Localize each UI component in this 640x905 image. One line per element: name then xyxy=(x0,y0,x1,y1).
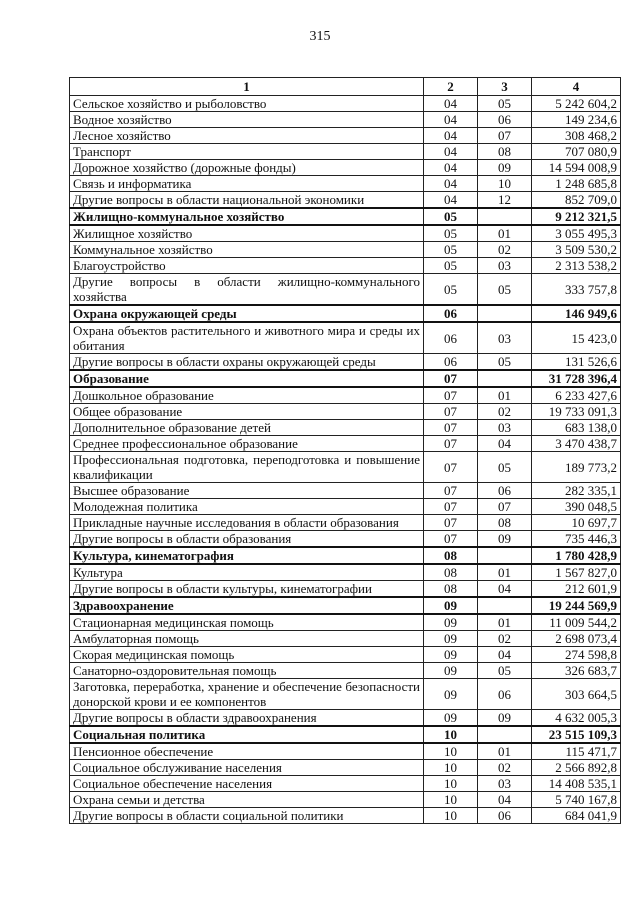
table-row xyxy=(70,808,621,824)
table-row xyxy=(70,452,621,483)
row-amount-cell: 683 138,0 xyxy=(532,420,621,436)
row-section-code-cell: 07 xyxy=(424,370,478,387)
row-section-code-cell: 05 xyxy=(424,225,478,242)
row-section-code-cell: 07 xyxy=(424,404,478,420)
row-name-cell: Дорожное хозяйство (дорожные фонды) xyxy=(70,160,424,176)
table-section-row xyxy=(70,208,621,225)
row-section-code-cell: 08 xyxy=(424,564,478,581)
row-subsection-code-cell: 02 xyxy=(478,760,532,776)
row-section-code-cell: 08 xyxy=(424,547,478,564)
row-subsection-code-cell: 03 xyxy=(478,258,532,274)
table-row xyxy=(70,354,621,371)
row-amount-cell: 274 598,8 xyxy=(532,647,621,663)
row-name-cell: Другие вопросы в области социальной политики xyxy=(70,808,424,824)
row-name-cell: Заготовка, переработка, хранение и обеспечение безопасности донорской крови и ее компонентов xyxy=(70,679,424,710)
row-section-code-cell: 10 xyxy=(424,792,478,808)
row-section-code-cell: 10 xyxy=(424,776,478,792)
table-row xyxy=(70,274,621,306)
row-section-code-cell: 10 xyxy=(424,808,478,824)
table-section-row xyxy=(70,305,621,322)
row-name-cell: Охрана семьи и детства xyxy=(70,792,424,808)
header-col-1: 1 xyxy=(70,78,424,96)
row-amount-cell: 282 335,1 xyxy=(532,483,621,499)
row-name-cell: Здравоохранение xyxy=(70,597,424,614)
row-subsection-code-cell: 07 xyxy=(478,499,532,515)
row-amount-cell: 131 526,6 xyxy=(532,354,621,371)
row-name-cell: Скорая медицинская помощь xyxy=(70,647,424,663)
row-name-cell: Общее образование xyxy=(70,404,424,420)
table-section-row xyxy=(70,726,621,743)
row-amount-cell: 3 509 530,2 xyxy=(532,242,621,258)
row-amount-cell: 1 780 428,9 xyxy=(532,547,621,564)
row-subsection-code-cell: 03 xyxy=(478,322,532,354)
table-row xyxy=(70,663,621,679)
row-name-cell: Стационарная медицинская помощь xyxy=(70,614,424,631)
table-row xyxy=(70,96,621,112)
table-row xyxy=(70,631,621,647)
row-amount-cell: 15 423,0 xyxy=(532,322,621,354)
row-amount-cell: 2 566 892,8 xyxy=(532,760,621,776)
row-section-code-cell: 06 xyxy=(424,354,478,371)
table-section-row xyxy=(70,370,621,387)
table-row xyxy=(70,614,621,631)
table-row xyxy=(70,420,621,436)
row-subsection-code-cell xyxy=(478,547,532,564)
row-subsection-code-cell xyxy=(478,726,532,743)
row-name-cell: Среднее профессиональное образование xyxy=(70,436,424,452)
row-section-code-cell: 07 xyxy=(424,387,478,404)
row-amount-cell: 1 567 827,0 xyxy=(532,564,621,581)
table-section-row xyxy=(70,547,621,564)
row-section-code-cell: 09 xyxy=(424,647,478,663)
table-row xyxy=(70,710,621,727)
row-name-cell: Другие вопросы в области жилищно-коммунального хозяйства xyxy=(70,274,424,306)
row-amount-cell: 19 733 091,3 xyxy=(532,404,621,420)
row-name-cell: Другие вопросы в области национальной экономики xyxy=(70,192,424,209)
table-row xyxy=(70,144,621,160)
row-name-cell: Жилищное хозяйство xyxy=(70,225,424,242)
row-amount-cell: 5 740 167,8 xyxy=(532,792,621,808)
row-name-cell: Другие вопросы в области образования xyxy=(70,531,424,548)
row-subsection-code-cell: 05 xyxy=(478,663,532,679)
row-amount-cell: 23 515 109,3 xyxy=(532,726,621,743)
row-subsection-code-cell: 05 xyxy=(478,274,532,306)
row-name-cell: Транспорт xyxy=(70,144,424,160)
row-subsection-code-cell: 06 xyxy=(478,808,532,824)
row-amount-cell: 5 242 604,2 xyxy=(532,96,621,112)
row-amount-cell: 146 949,6 xyxy=(532,305,621,322)
row-name-cell: Коммунальное хозяйство xyxy=(70,242,424,258)
row-subsection-code-cell: 04 xyxy=(478,436,532,452)
row-section-code-cell: 06 xyxy=(424,305,478,322)
row-subsection-code-cell: 05 xyxy=(478,354,532,371)
table-row xyxy=(70,515,621,531)
table-row xyxy=(70,499,621,515)
row-name-cell: Водное хозяйство xyxy=(70,112,424,128)
row-name-cell: Связь и информатика xyxy=(70,176,424,192)
row-section-code-cell: 07 xyxy=(424,420,478,436)
budget-table xyxy=(69,77,621,824)
row-section-code-cell: 08 xyxy=(424,581,478,598)
row-amount-cell: 333 757,8 xyxy=(532,274,621,306)
row-amount-cell: 212 601,9 xyxy=(532,581,621,598)
row-name-cell: Культура, кинематография xyxy=(70,547,424,564)
row-amount-cell: 707 080,9 xyxy=(532,144,621,160)
row-section-code-cell: 04 xyxy=(424,112,478,128)
table-row xyxy=(70,192,621,209)
row-name-cell: Образование xyxy=(70,370,424,387)
row-section-code-cell: 09 xyxy=(424,631,478,647)
row-section-code-cell: 04 xyxy=(424,176,478,192)
table-row xyxy=(70,792,621,808)
row-name-cell: Другие вопросы в области охраны окружающей среды xyxy=(70,354,424,371)
row-section-code-cell: 07 xyxy=(424,515,478,531)
row-name-cell: Санаторно-оздоровительная помощь xyxy=(70,663,424,679)
row-amount-cell: 115 471,7 xyxy=(532,743,621,760)
row-section-code-cell: 09 xyxy=(424,663,478,679)
table-row xyxy=(70,112,621,128)
row-subsection-code-cell: 04 xyxy=(478,581,532,598)
row-subsection-code-cell: 12 xyxy=(478,192,532,209)
row-subsection-code-cell xyxy=(478,305,532,322)
row-name-cell: Благоустройство xyxy=(70,258,424,274)
row-section-code-cell: 05 xyxy=(424,242,478,258)
row-name-cell: Социальная политика xyxy=(70,726,424,743)
row-amount-cell: 326 683,7 xyxy=(532,663,621,679)
row-section-code-cell: 09 xyxy=(424,710,478,727)
table-row xyxy=(70,483,621,499)
table-row xyxy=(70,225,621,242)
row-amount-cell: 31 728 396,4 xyxy=(532,370,621,387)
table-row xyxy=(70,242,621,258)
row-subsection-code-cell xyxy=(478,370,532,387)
row-subsection-code-cell: 06 xyxy=(478,112,532,128)
row-name-cell: Другие вопросы в области культуры, кинематографии xyxy=(70,581,424,598)
table-row xyxy=(70,436,621,452)
row-name-cell: Амбулаторная помощь xyxy=(70,631,424,647)
table-row xyxy=(70,581,621,598)
row-amount-cell: 19 244 569,9 xyxy=(532,597,621,614)
row-amount-cell: 2 698 073,4 xyxy=(532,631,621,647)
row-subsection-code-cell: 08 xyxy=(478,144,532,160)
row-name-cell: Прикладные научные исследования в области образования xyxy=(70,515,424,531)
row-section-code-cell: 09 xyxy=(424,597,478,614)
row-section-code-cell: 04 xyxy=(424,144,478,160)
row-name-cell: Профессиональная подготовка, переподготовка и повышение квалификации xyxy=(70,452,424,483)
row-subsection-code-cell: 01 xyxy=(478,387,532,404)
row-amount-cell: 14 594 008,9 xyxy=(532,160,621,176)
row-subsection-code-cell: 02 xyxy=(478,404,532,420)
row-section-code-cell: 05 xyxy=(424,208,478,225)
row-subsection-code-cell: 02 xyxy=(478,631,532,647)
row-section-code-cell: 07 xyxy=(424,436,478,452)
row-subsection-code-cell xyxy=(478,208,532,225)
row-section-code-cell: 04 xyxy=(424,160,478,176)
row-amount-cell: 149 234,6 xyxy=(532,112,621,128)
row-name-cell: Жилищно-коммунальное хозяйство xyxy=(70,208,424,225)
table-row xyxy=(70,128,621,144)
row-amount-cell: 14 408 535,1 xyxy=(532,776,621,792)
row-name-cell: Пенсионное обеспечение xyxy=(70,743,424,760)
header-col-3: 3 xyxy=(478,78,532,96)
row-section-code-cell: 04 xyxy=(424,128,478,144)
row-section-code-cell: 07 xyxy=(424,499,478,515)
header-col-4: 4 xyxy=(532,78,621,96)
row-section-code-cell: 09 xyxy=(424,679,478,710)
row-amount-cell: 3 470 438,7 xyxy=(532,436,621,452)
table-row xyxy=(70,404,621,420)
table-row xyxy=(70,322,621,354)
row-amount-cell: 189 773,2 xyxy=(532,452,621,483)
row-amount-cell: 3 055 495,3 xyxy=(532,225,621,242)
row-amount-cell: 11 009 544,2 xyxy=(532,614,621,631)
row-section-code-cell: 04 xyxy=(424,192,478,209)
row-subsection-code-cell: 09 xyxy=(478,710,532,727)
row-name-cell: Другие вопросы в области здравоохранения xyxy=(70,710,424,727)
row-subsection-code-cell xyxy=(478,597,532,614)
row-name-cell: Охрана окружающей среды xyxy=(70,305,424,322)
row-subsection-code-cell: 01 xyxy=(478,743,532,760)
row-amount-cell: 303 664,5 xyxy=(532,679,621,710)
row-subsection-code-cell: 07 xyxy=(478,128,532,144)
row-subsection-code-cell: 03 xyxy=(478,420,532,436)
row-name-cell: Охрана объектов растительного и животного мира и среды их обитания xyxy=(70,322,424,354)
table-row xyxy=(70,760,621,776)
row-section-code-cell: 07 xyxy=(424,452,478,483)
row-section-code-cell: 10 xyxy=(424,760,478,776)
row-name-cell: Сельское хозяйство и рыболовство xyxy=(70,96,424,112)
row-section-code-cell: 05 xyxy=(424,258,478,274)
row-amount-cell: 390 048,5 xyxy=(532,499,621,515)
row-section-code-cell: 09 xyxy=(424,614,478,631)
row-section-code-cell: 06 xyxy=(424,322,478,354)
row-subsection-code-cell: 01 xyxy=(478,564,532,581)
table-row xyxy=(70,679,621,710)
row-name-cell: Социальное обслуживание населения xyxy=(70,760,424,776)
row-amount-cell: 6 233 427,6 xyxy=(532,387,621,404)
row-amount-cell: 684 041,9 xyxy=(532,808,621,824)
row-name-cell: Молодежная политика xyxy=(70,499,424,515)
header-col-2: 2 xyxy=(424,78,478,96)
row-amount-cell: 4 632 005,3 xyxy=(532,710,621,727)
table-row xyxy=(70,564,621,581)
row-section-code-cell: 10 xyxy=(424,743,478,760)
table-row xyxy=(70,176,621,192)
row-subsection-code-cell: 01 xyxy=(478,225,532,242)
row-subsection-code-cell: 02 xyxy=(478,242,532,258)
row-subsection-code-cell: 01 xyxy=(478,614,532,631)
table-row xyxy=(70,531,621,548)
row-section-code-cell: 07 xyxy=(424,483,478,499)
table-row xyxy=(70,387,621,404)
row-name-cell: Социальное обеспечение населения xyxy=(70,776,424,792)
row-subsection-code-cell: 03 xyxy=(478,776,532,792)
row-subsection-code-cell: 06 xyxy=(478,679,532,710)
row-subsection-code-cell: 05 xyxy=(478,452,532,483)
table-header-row xyxy=(70,78,621,96)
row-section-code-cell: 10 xyxy=(424,726,478,743)
row-subsection-code-cell: 10 xyxy=(478,176,532,192)
table-row xyxy=(70,743,621,760)
row-amount-cell: 9 212 321,5 xyxy=(532,208,621,225)
row-subsection-code-cell: 06 xyxy=(478,483,532,499)
table-row xyxy=(70,160,621,176)
row-subsection-code-cell: 09 xyxy=(478,160,532,176)
row-amount-cell: 852 709,0 xyxy=(532,192,621,209)
row-amount-cell: 1 248 685,8 xyxy=(532,176,621,192)
row-name-cell: Дошкольное образование xyxy=(70,387,424,404)
row-subsection-code-cell: 09 xyxy=(478,531,532,548)
row-amount-cell: 10 697,7 xyxy=(532,515,621,531)
row-section-code-cell: 05 xyxy=(424,274,478,306)
row-section-code-cell: 04 xyxy=(424,96,478,112)
table-row xyxy=(70,258,621,274)
row-name-cell: Дополнительное образование детей xyxy=(70,420,424,436)
row-subsection-code-cell: 04 xyxy=(478,647,532,663)
table-body xyxy=(70,96,621,824)
row-amount-cell: 735 446,3 xyxy=(532,531,621,548)
row-amount-cell: 2 313 538,2 xyxy=(532,258,621,274)
table-row xyxy=(70,776,621,792)
page-number: 315 xyxy=(309,29,331,44)
row-section-code-cell: 07 xyxy=(424,531,478,548)
row-subsection-code-cell: 05 xyxy=(478,96,532,112)
row-subsection-code-cell: 04 xyxy=(478,792,532,808)
row-name-cell: Высшее образование xyxy=(70,483,424,499)
row-name-cell: Лесное хозяйство xyxy=(70,128,424,144)
table-row xyxy=(70,647,621,663)
row-name-cell: Культура xyxy=(70,564,424,581)
table-section-row xyxy=(70,597,621,614)
row-subsection-code-cell: 08 xyxy=(478,515,532,531)
row-amount-cell: 308 468,2 xyxy=(532,128,621,144)
